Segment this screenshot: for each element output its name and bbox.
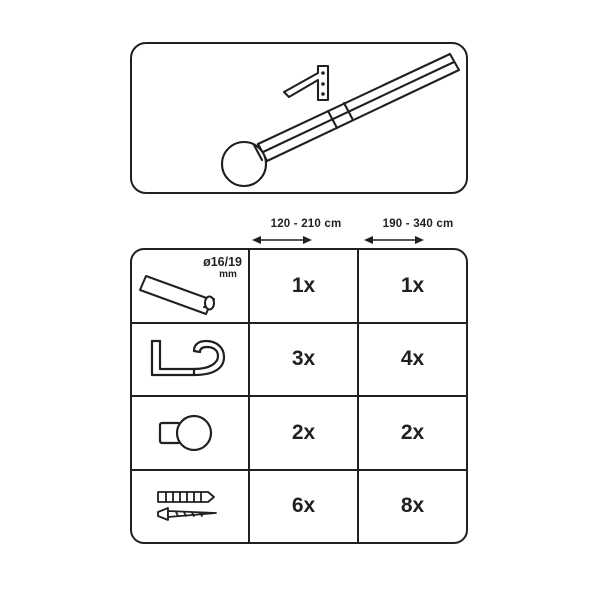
bracket-screw-hole-1 [321, 71, 325, 75]
parts-table [130, 248, 468, 544]
bracket-screw-hole-3 [321, 92, 325, 96]
ball-finial [222, 142, 266, 186]
qty-col-b: 1x [400, 273, 425, 297]
curtain-rod-illustration [132, 44, 466, 192]
column-a-label: 120 - 210 cm [270, 218, 342, 230]
diameter-value: ø16/19 [203, 255, 242, 269]
part-icon-cell [132, 397, 250, 469]
table-row [132, 471, 466, 543]
qty-col-a: 6x [250, 471, 359, 543]
qty-col-b: 8x [400, 494, 425, 518]
double-arrow-icon-a [250, 234, 362, 246]
diameter-unit: mm [219, 269, 237, 281]
diameter-label [203, 256, 242, 281]
column-header-length-b [362, 218, 474, 246]
wall-bracket [284, 66, 328, 100]
table-row [132, 397, 466, 471]
qty-col-a: 1x [250, 250, 359, 322]
double-arrow-icon-b [362, 234, 474, 246]
wall-bracket-icon [134, 329, 246, 389]
column-header-length-a [250, 218, 362, 246]
product-illustration-panel [130, 42, 468, 194]
bracket-screw-hole-2 [321, 82, 325, 86]
table-row [132, 324, 466, 398]
qty-col-a: 3x [250, 324, 359, 396]
qty-col-b: 2x [400, 420, 425, 444]
qty-col-a: 2x [250, 397, 359, 469]
qty-col-b: 4x [400, 347, 425, 371]
column-b-label: 190 - 340 cm [382, 218, 454, 230]
table-row [132, 250, 466, 324]
part-icon-cell [132, 324, 250, 396]
part-icon-cell [132, 250, 250, 322]
rod-highlight [263, 62, 454, 152]
ball-finial-icon [134, 403, 246, 463]
screw-and-plug-icon [134, 476, 246, 536]
part-icon-cell [132, 471, 250, 543]
